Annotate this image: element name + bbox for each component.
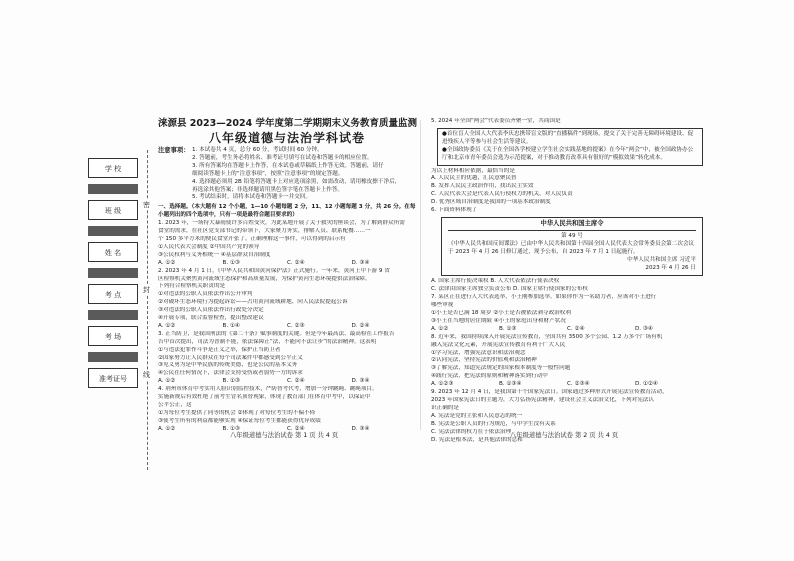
option-d: D. 优秀区域自治制度是我国的一项基本政治制度 bbox=[431, 199, 551, 206]
option-c: C. ②④ bbox=[287, 425, 305, 432]
option-b: B. ①③ bbox=[499, 325, 517, 332]
question-text: ③对违法的公职人员依法作出行政处分决定 bbox=[158, 307, 264, 314]
answer-options bbox=[431, 326, 703, 334]
notes-list bbox=[192, 147, 400, 202]
option-c: C. ②④ bbox=[287, 378, 305, 385]
question-7 bbox=[431, 294, 703, 334]
notes-label: 注意事项： bbox=[158, 147, 190, 154]
option-a: A. ①② bbox=[158, 378, 176, 385]
options-row: C. 法律由国家主席独立负责公布 D. 国家主席行使国家的公布权 bbox=[431, 286, 588, 293]
question-text: ③公民权利与义务相统一 ④基层群众自治制度 bbox=[158, 251, 271, 258]
material-item: ●全国政协委员《关于在全国各学校建立学生社会实践基地的提案》在今年“两会”中，被全国政协办公厅和北京市青年委员会选为示范提案，对于推动教育改革具有很好的“模拟效果”转化成本。 bbox=[442, 146, 694, 161]
option-d: D. ③④ bbox=[351, 425, 370, 432]
note-item: 再选涂其他答案；非选择题请用黑色签字笔在答题卡上作答。 bbox=[192, 186, 344, 193]
question-text: ③使考生所有的利益都能够实现 ④保证每位考生都能获得优异成绩 bbox=[158, 417, 321, 424]
exam-header: 涞源县 2023—2024 学年度第二学期期末义务教育质量监测 bbox=[158, 118, 417, 129]
option-b: B. ①③ bbox=[222, 378, 240, 385]
option-d: D. ③④ bbox=[351, 378, 370, 385]
option-c: C. 人民代表大会是代表人民行使权力的机关，对人民负责 bbox=[431, 191, 573, 198]
answer-options bbox=[158, 260, 416, 268]
answer-options bbox=[158, 378, 416, 386]
binding-strip bbox=[88, 158, 138, 458]
page-2-footer: 八年级道德与法治试卷 第 2 页 共 4 页 bbox=[510, 432, 619, 439]
question-text: 个 150 多平方米的便民食堂开张了。正确理解这一事件，可以得到的启示有 bbox=[158, 235, 346, 242]
exam-room-field: 考 场 bbox=[88, 326, 138, 346]
question-text: ①学习宪法，增强宪法意识和法治观念 bbox=[431, 349, 526, 356]
strip-bar bbox=[88, 226, 138, 236]
note-item: 4. 选择题必须用 2B 铅笔将答题卡上对应选项涂黑，如需改动，请用橡皮擦干净后， bbox=[192, 178, 401, 185]
option-c: C. ②③④ bbox=[567, 381, 590, 388]
seal-line bbox=[147, 150, 148, 470]
question-text: ①小王是否已满 18 周岁 ②小王是否被依法剥夺政治权利 bbox=[431, 310, 571, 317]
question-text: 识正确的是 bbox=[431, 404, 459, 411]
question-text: ①对违法的公职人员依法作出公开审判 bbox=[158, 291, 253, 298]
order-heading: 中华人民共和国主席令 bbox=[448, 220, 696, 231]
order-date: 2023 年 4 月 26 日 bbox=[645, 264, 696, 271]
question-6 bbox=[431, 207, 703, 294]
question-text: 5. 2024 年全国“两会”代表委员齐聚一堂，共商国是 bbox=[431, 118, 561, 124]
option-a: A. ①② bbox=[158, 259, 176, 266]
question-1 bbox=[158, 220, 416, 267]
option-a: A. ①② bbox=[158, 322, 176, 329]
strip-bar bbox=[88, 352, 138, 362]
question-4 bbox=[158, 386, 416, 433]
material-item: ●首位盲人全国人大代表李庆忠携带盲文版的“直播稿件”到现场，提交了关于完善无障碍环境建设、促进残疾人平等参与社会生活等建议。 bbox=[442, 130, 694, 145]
options-row: A. 国家主席行使决策权 B. 人大代表依法行使表决权 bbox=[431, 278, 560, 285]
question-text: 区检察机关聚焦黄河流域生态保护和高质量发展，为保护黄河生态环境提供法治保障。 bbox=[158, 275, 371, 282]
presidential-order-box bbox=[441, 217, 703, 276]
option-a: A. ①② bbox=[431, 325, 449, 332]
question-3 bbox=[158, 331, 416, 386]
page-divider bbox=[420, 120, 421, 430]
question-text: 4. 荆州市体育中考实用人脸识别监控技术，严防替考代考，增加一分钟跳绳、跳绳项目。 bbox=[158, 386, 378, 393]
note-item: 1. 本试卷共 4 页，总分 60 分，考试时间 60 分钟。 bbox=[192, 147, 323, 153]
answer-options bbox=[158, 323, 416, 331]
question-text: 实施新规后有效杜绝了前考生冒名顶替现象，体现了教育部门在体育中考中，以保证中 bbox=[158, 394, 371, 401]
question-text: 下列符合检察机关职责的是 bbox=[158, 283, 226, 290]
option-b: B. ①③④ bbox=[499, 381, 522, 388]
option-a: A. 人民民主的优越，汇民意聚民智 bbox=[431, 175, 517, 182]
seal-mark-mi: 密 bbox=[143, 201, 150, 209]
order-signature: 中华人民共和国主席 习近平 bbox=[627, 256, 696, 263]
answer-options bbox=[431, 381, 703, 389]
question-text: 8. 近年来，我国持续深入开展宪法宣传教育，全国共有 3500 多个公园、1.2 万多个广场有机 bbox=[431, 333, 663, 340]
seal-mark-feng: 封 bbox=[143, 286, 150, 294]
note-item: 2. 答题前，考生务必将姓名、准考证号填写在试卷和答题卡的相应位置。 bbox=[192, 154, 373, 161]
option-b: B. 宪法是公职人员的行为规范，与中学生没有关系 bbox=[431, 420, 556, 427]
order-number: 第 49 号 bbox=[561, 232, 583, 239]
question-text: 9. 2023 年 12 月 4 日，是我国第十个国家宪法日。国家通过多种形式开展宪法宣传教育活动， bbox=[431, 389, 668, 396]
strip-bar bbox=[88, 184, 138, 194]
page-2 bbox=[431, 118, 703, 444]
question-5 bbox=[431, 118, 703, 207]
option-c: C. ②③ bbox=[287, 322, 305, 329]
question-text: ②国家努力让人民群众在每个司法案件中都感受到公平正义 bbox=[158, 354, 303, 361]
strip-bar bbox=[88, 310, 138, 320]
question-text: 2. 2023 年 4 月 1 日，《中华人民共和国黄河保护法》正式施行。一年来，黄河上中下游 9 省 bbox=[158, 267, 390, 274]
question-text: ①人民代表大会制度 ②中国共产党的领导 bbox=[158, 243, 260, 250]
option-b: B. ①③ bbox=[222, 425, 240, 432]
option-d: D. ②④ bbox=[351, 322, 370, 329]
note-item: 5. 考试结束时，请将本试卷和答题卡一并交回。 bbox=[192, 194, 311, 201]
question-text: ②认同宪法，坚持宪法的价值观和法治精神 bbox=[431, 357, 537, 364]
question-2 bbox=[158, 268, 416, 331]
option-d: D. 宪法是根本法，是其他法律的总和 bbox=[431, 436, 523, 443]
question-text: 为以上材料相应依据，最恰当的是 bbox=[431, 167, 515, 174]
name-field: 姓 名 bbox=[88, 242, 138, 262]
notes-block bbox=[158, 147, 416, 202]
question-text: ②对破坏生态环境行为提起诉讼——占用黄河流域耕地、向人民法院提起公诉 bbox=[158, 299, 348, 306]
order-text: 《中华人民共和国反间谍法》已由中华人民共和国第十四届全国人民代表大会常务委员会第二次会议于 2023 年 4 月 26 日修订通过，现予公布，自 2023 年 7 月 1 日起施行。 bbox=[448, 240, 695, 255]
option-c: C. ②④ bbox=[567, 325, 585, 332]
page-1 bbox=[158, 118, 416, 434]
seal-mark-xian: 线 bbox=[143, 371, 150, 379]
option-a: A. ①②③ bbox=[431, 381, 454, 388]
question-8 bbox=[431, 334, 703, 389]
question-text: ①为每位考生提供了同等的机会 ②体现了对每位考生的不偏不倚 bbox=[158, 409, 316, 416]
question-text: 哪些审视 bbox=[431, 302, 454, 309]
note-item: 细阅读答题卡上的“注意事项”，按照“注意事项”的规定答题。 bbox=[192, 170, 344, 177]
page-1-footer: 八年级道德与法治试卷 第 1 页 共 4 页 bbox=[230, 432, 339, 439]
school-field: 学 校 bbox=[88, 158, 138, 178]
question-text: ④践行宪法，把宪法的原则和精神落实到行动中 bbox=[431, 373, 548, 380]
question-text: 食堂的需求，在社区党支部书记的带领下，大家聚力务实，排解人员、联系配餐……一 bbox=[158, 228, 371, 235]
question-text: ④开展专项，联合监督检查，提出整改建议 bbox=[158, 315, 264, 322]
question-text: 2023 年国家宪法日的主题为，大力弘扬宪法精神，建设社会主义法治文化，下列对宪法认 bbox=[431, 397, 654, 403]
note-item: 3. 所有答案均在答题卡上作答，在本试卷或草稿纸上作答无效。答题前，请仔 bbox=[192, 162, 384, 169]
question-text: 6. 下面资料体现了 bbox=[431, 207, 478, 214]
question-text: 告中首次提出，司法为普制不能，依法保障正“法，不能向不法让步”的法治精神。这表明 bbox=[158, 338, 377, 345]
question-text: ①与违法犯罪作斗争是正义之举，保护正当防卫者 bbox=[158, 346, 281, 353]
strip-bar bbox=[88, 268, 138, 278]
option-b: B. 发挥人民民主政治作用，找出民主实效 bbox=[431, 183, 534, 190]
question-text: 7. 某区正在进行人大代表选举，小王刚参加选举。如果你作为一名助力者，应该对小王进行 bbox=[431, 294, 657, 301]
option-d: D. ③④ bbox=[635, 325, 653, 332]
option-a: A. ①② bbox=[158, 425, 176, 432]
option-b: B. ①④ bbox=[222, 322, 240, 329]
section-heading: 一、选择题。（本大题有 12 个小题，1—10 小题每题 2 分，11、12 小题每题 3 分，共 26 分。在每小题列出的四个选项中，只有一项是最符合题目要求的） bbox=[158, 204, 416, 219]
option-a: A. 宪法是党的主张和人民意志的统一 bbox=[431, 412, 523, 419]
question-text: 3. 正当防卫，是我国刑法的《第二十条》赋事制度的关键。但是今年最高法、最高检在工作报告 bbox=[158, 330, 395, 337]
question-text: ④公民在任何情况下，法律会支持受伤或者弱势一方的诉求 bbox=[158, 370, 303, 377]
material-box bbox=[437, 128, 703, 166]
class-field: 班 级 bbox=[88, 200, 138, 220]
question-text: ③小王在当地的居住期限 ④小王的家庭出身和财产状况 bbox=[431, 317, 566, 324]
exam-title: 八年级道德与法治学科试卷 bbox=[208, 131, 365, 145]
option-d: D. ①②④ bbox=[635, 381, 658, 388]
question-text: 1. 2023 年，一场特大暴雨使许多百姓受灾，为此某地开展了关于救灾的座谈会，为了解到群众所需 bbox=[158, 220, 405, 227]
option-c: C. ②④ bbox=[287, 259, 305, 266]
option-c: C. 宪法法律的权力在于依法治理 bbox=[431, 428, 512, 435]
option-b: B. ①③ bbox=[222, 259, 240, 266]
question-text: 融入宪法文化元素，开展宪法宣传教育有利于广大人民 bbox=[431, 341, 566, 348]
question-text: 公平公正，这 bbox=[158, 402, 192, 408]
question-text: ③了解宪法，知道宪法规定的国家根本制度等一般性问题 bbox=[431, 365, 571, 372]
option-d: D. ③④ bbox=[351, 259, 370, 266]
question-text: ③见义勇为是中华民族的传统美德，也是公民的基本义务 bbox=[158, 362, 298, 369]
ticket-number-field: 准考证号 bbox=[88, 368, 138, 388]
exam-site-field: 考 点 bbox=[88, 284, 138, 304]
